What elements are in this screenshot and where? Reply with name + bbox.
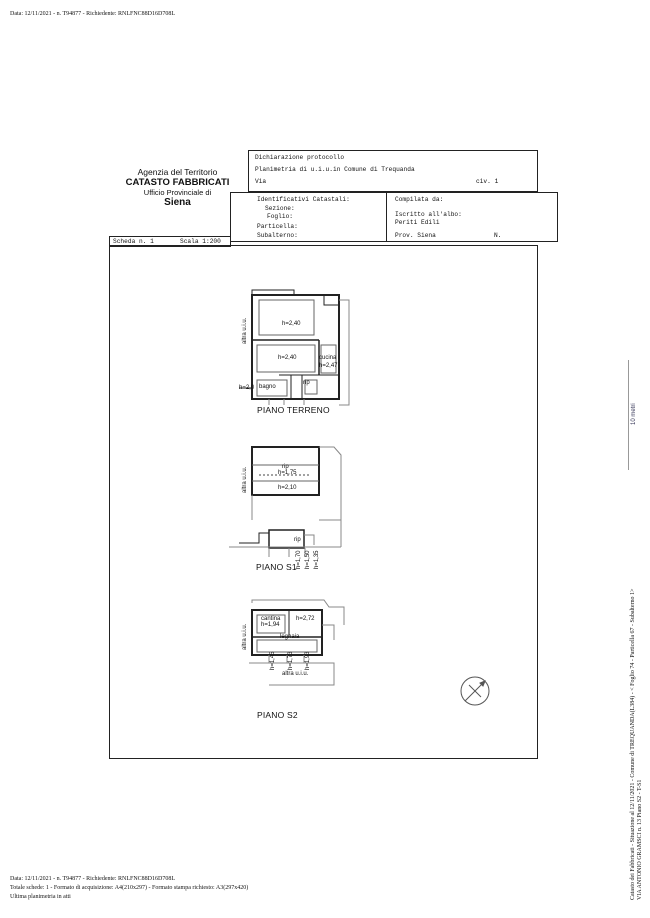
scale-label: 10 metri: [631, 403, 637, 425]
terreno-h2: h=2,40: [278, 355, 297, 361]
s1-caption: PIANO S1: [256, 562, 297, 572]
s1-dim2: h=1,50: [305, 550, 311, 569]
terreno-altra-uiu: altra u.i.u.: [242, 317, 248, 344]
s1-h210: h=2,10: [278, 485, 297, 491]
margin-vertical-text-2: VIA ANTONIO GRAMSCI n. 13 Piano S2 - T-S1: [637, 779, 643, 900]
s2-d2: h=1,73: [288, 651, 294, 670]
floor-plans-svg: [109, 245, 537, 758]
footer-line-3: Ultima planimetria in atti: [10, 894, 71, 900]
planimetria-label: Planimetria di u.i.u.in Comune di Trequanda: [255, 166, 415, 173]
footer-line-1: Data: 12/11/2021 - n. T94877 - Richiedente: RNLFNC88D16D708L: [10, 876, 175, 882]
terreno-h4: h=2,0: [239, 385, 255, 391]
terreno-caption: PIANO TERRENO: [257, 405, 330, 415]
agency-block: [115, 167, 240, 209]
scheda-label: Scheda n. 1: [113, 238, 154, 245]
iscritto-label: Iscritto all'albo:: [395, 211, 462, 218]
s1-altra-uiu: altra u.i.u.: [242, 466, 248, 493]
s2-h272: h=2,72: [296, 616, 315, 622]
s2-cantina: cantina: [261, 616, 281, 622]
identificativi-divider: [386, 192, 387, 241]
s2-hcant: h=1,94: [261, 622, 280, 628]
s1-dim3: h=1,70: [296, 550, 302, 569]
s2-d1: h=1,45: [270, 651, 276, 670]
north-arrow-icon: [461, 677, 489, 705]
scale-bar: [628, 360, 629, 470]
particella-label: Particella:: [257, 223, 298, 230]
plan-terreno: [239, 290, 349, 405]
identificativi-label: Identificativi Catastali:: [257, 196, 350, 203]
s2-altra-uiu-left: altra u.i.u.: [242, 623, 248, 650]
sezione-label: Sezione:: [265, 205, 295, 212]
s2-caption: PIANO S2: [257, 710, 298, 720]
agency-name: Agenzia del Territorio: [137, 167, 218, 177]
terreno-bagno: bagno: [259, 384, 276, 390]
protocol-label: Dichiarazione protocollo: [255, 154, 345, 161]
office-city: Siena: [164, 197, 191, 208]
terreno-rip: rip: [303, 380, 310, 386]
scala-label: Scala 1:200: [180, 238, 221, 245]
foglio-label: Foglio:: [267, 213, 293, 220]
via-label: Via: [255, 178, 267, 185]
catasto-title: CATASTO FABBRICATI: [125, 177, 230, 188]
s1-dim1: h=1,35: [314, 550, 320, 569]
subalterno-label: Subalterno:: [257, 232, 298, 239]
s1-rip2: rip: [294, 537, 301, 543]
civ-label: civ. 1: [476, 178, 499, 185]
periti-label: Periti Edili: [395, 219, 440, 226]
n-label: N.: [494, 232, 502, 239]
terreno-cucina: cucina: [319, 355, 337, 361]
s2-legnaia: legnaia: [280, 634, 300, 640]
office-label: Ufficio Provinciale di: [143, 188, 212, 197]
s2-d3: h=1,93: [305, 651, 311, 670]
header-line: Data: 12/11/2021 - n. T94877 - Richiedente: RNLFNC88D16D708L: [10, 11, 175, 17]
terreno-h3: h=2,47: [319, 363, 338, 369]
terreno-h1: h=2,40: [282, 321, 301, 327]
footer-line-2: Totale schede: 1 - Formato di acquisizione: A4(210x297) - Formato stampa richiesto: A3(297x420): [10, 885, 249, 891]
s1-h175: h=1,75: [278, 470, 297, 476]
compilata-label: Compilata da:: [395, 196, 444, 203]
prov-label: Prov. Siena: [395, 232, 436, 239]
s2-altra-uiu: altra u.i.u.: [282, 671, 309, 677]
margin-vertical-text-1: Catasto dei Fabbricati - Situazione al 12/11/2021 - Comune di TREQUANDA(L384) - < Foglio 74 - Particella 67 - Subalterno 1>: [630, 588, 636, 900]
s1-rip: rip: [282, 464, 289, 470]
